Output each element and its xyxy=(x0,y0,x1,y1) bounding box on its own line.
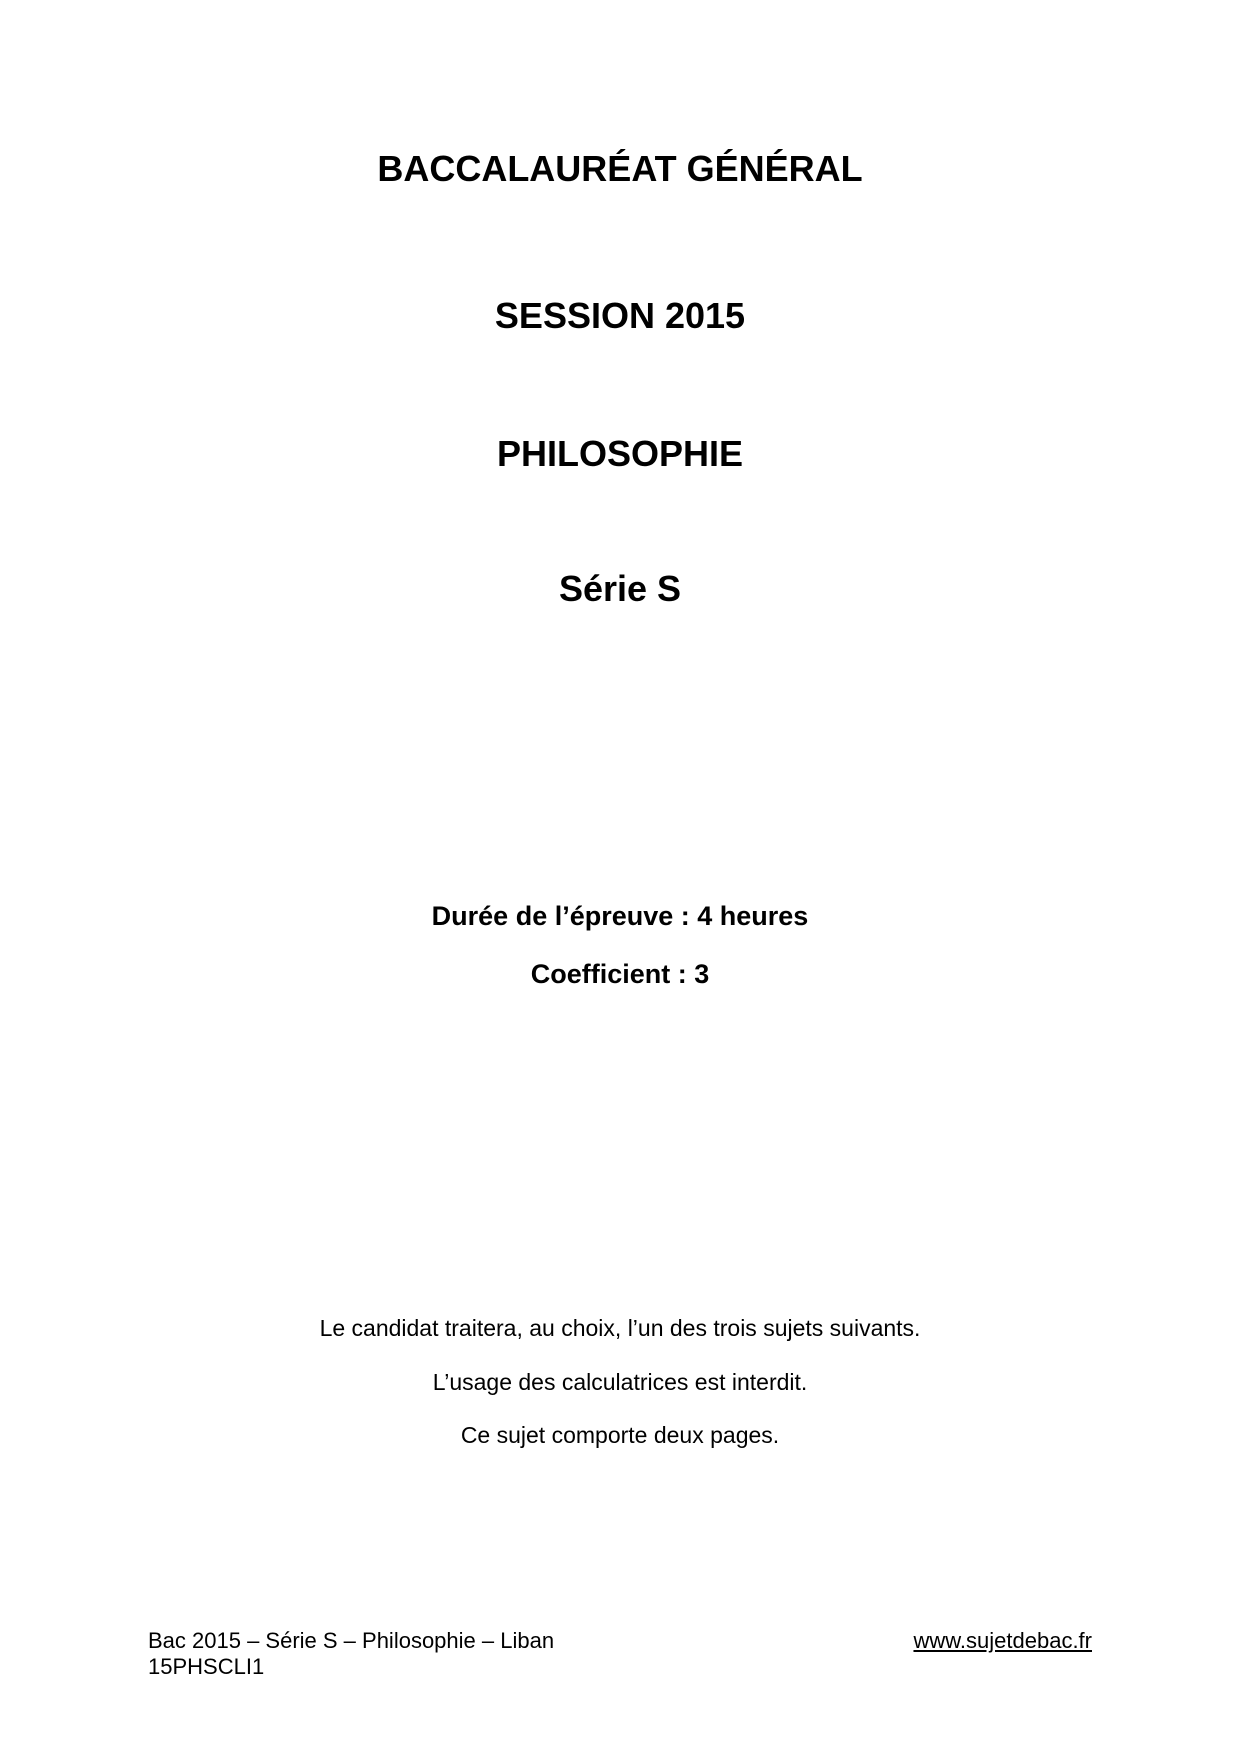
exam-coefficient: Coefficient : 3 xyxy=(530,959,710,989)
instruction-line: Ce sujet comporte deux pages. xyxy=(460,1422,780,1448)
footer-info xyxy=(148,1628,554,1680)
session-title: SESSION 2015 xyxy=(494,295,746,336)
instruction-line: L’usage des calculatrices est interdit. xyxy=(432,1369,808,1395)
exam-duration: Durée de l’épreuve : 4 heures xyxy=(431,901,809,931)
footer-exam-label: Bac 2015 – Série S – Philosophie – Liban xyxy=(148,1628,555,1653)
footer-website-link[interactable]: www.sujetdebac.fr xyxy=(913,1628,1092,1653)
instruction-line: Le candidat traitera, au choix, l’un des trois sujets suivants. xyxy=(319,1315,921,1341)
exam-title: BACCALAURÉAT GÉNÉRAL xyxy=(377,148,863,189)
footer-exam-code: 15PHSCLI1 xyxy=(148,1654,265,1679)
series-title: Série S xyxy=(558,568,682,609)
subject-title: PHILOSOPHIE xyxy=(496,433,744,474)
